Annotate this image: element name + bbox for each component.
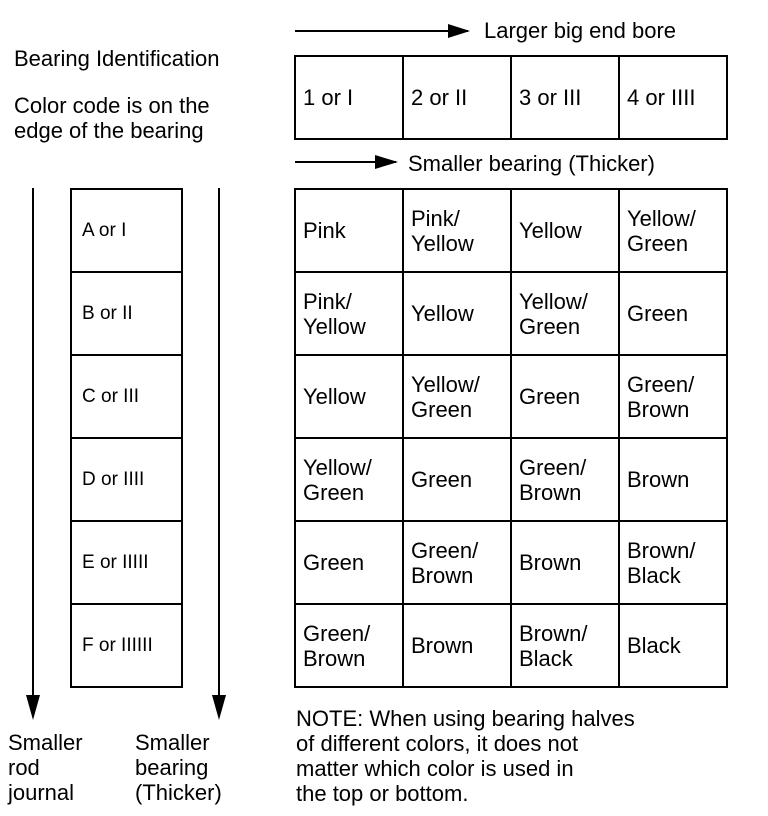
bore-code-cell: 4 or IIII (619, 56, 727, 139)
color-cell: Pink (295, 189, 403, 272)
journal-code-cell: B or II (71, 272, 182, 355)
thicker-bearing-label: Smaller bearing (Thicker) (408, 151, 655, 176)
smaller-journal-label: Smaller rod journal (8, 730, 83, 805)
smaller-bearing-label: Smaller bearing (Thicker) (135, 730, 222, 805)
page-title: Bearing Identification (14, 46, 220, 71)
color-cell: Green/ Brown (295, 604, 403, 687)
bore-code-cell: 1 or I (295, 56, 403, 139)
color-cell: Brown/ Black (619, 521, 727, 604)
larger-bore-arrowhead (448, 24, 470, 38)
smaller-journal-arrowhead (26, 695, 40, 720)
thicker-bearing-arrowhead (375, 155, 398, 169)
color-cell: Yellow (295, 355, 403, 438)
color-cell: Green/ Brown (619, 355, 727, 438)
table-row (295, 438, 727, 521)
color-cell: Brown (619, 438, 727, 521)
table-row (295, 521, 727, 604)
bore-code-cell: 2 or II (403, 56, 511, 139)
color-cell: Green/ Brown (403, 521, 511, 604)
color-cell: Yellow (511, 189, 619, 272)
color-cell: Green (511, 355, 619, 438)
color-cell: Brown/ Black (511, 604, 619, 687)
bore-code-cell: 3 or III (511, 56, 619, 139)
journal-code-cell: A or I (71, 189, 182, 272)
color-cell: Brown (511, 521, 619, 604)
table-row (295, 355, 727, 438)
larger-bore-label: Larger big end bore (484, 18, 677, 43)
color-cell: Yellow/ Green (511, 272, 619, 355)
journal-code-table (70, 188, 183, 688)
journal-code-cell: E or IIIII (71, 521, 182, 604)
color-cell: Pink/ Yellow (403, 189, 511, 272)
color-cell: Yellow/ Green (403, 355, 511, 438)
journal-code-cell: D or IIII (71, 438, 182, 521)
table-row (295, 272, 727, 355)
color-cell: Green/ Brown (511, 438, 619, 521)
journal-code-cell: F or IIIIII (71, 604, 182, 687)
color-cell: Brown (403, 604, 511, 687)
color-cell: Green (619, 272, 727, 355)
color-cell: Yellow (403, 272, 511, 355)
color-cell: Yellow/ Green (295, 438, 403, 521)
color-cell: Green (295, 521, 403, 604)
journal-code-cell: C or III (71, 355, 182, 438)
color-cell: Black (619, 604, 727, 687)
bore-code-table (294, 55, 728, 140)
table-row (295, 189, 727, 272)
table-row (295, 604, 727, 687)
color-cell: Green (403, 438, 511, 521)
smaller-bearing-arrowhead (212, 695, 226, 720)
usage-note: NOTE: When using bearing halves of different colors, it does not matter which color is used in the top or bottom. (296, 706, 635, 806)
color-cell: Pink/ Yellow (295, 272, 403, 355)
color-cell: Yellow/ Green (619, 189, 727, 272)
color-code-note: Color code is on the edge of the bearing (14, 93, 210, 143)
bearing-color-grid (294, 188, 728, 688)
